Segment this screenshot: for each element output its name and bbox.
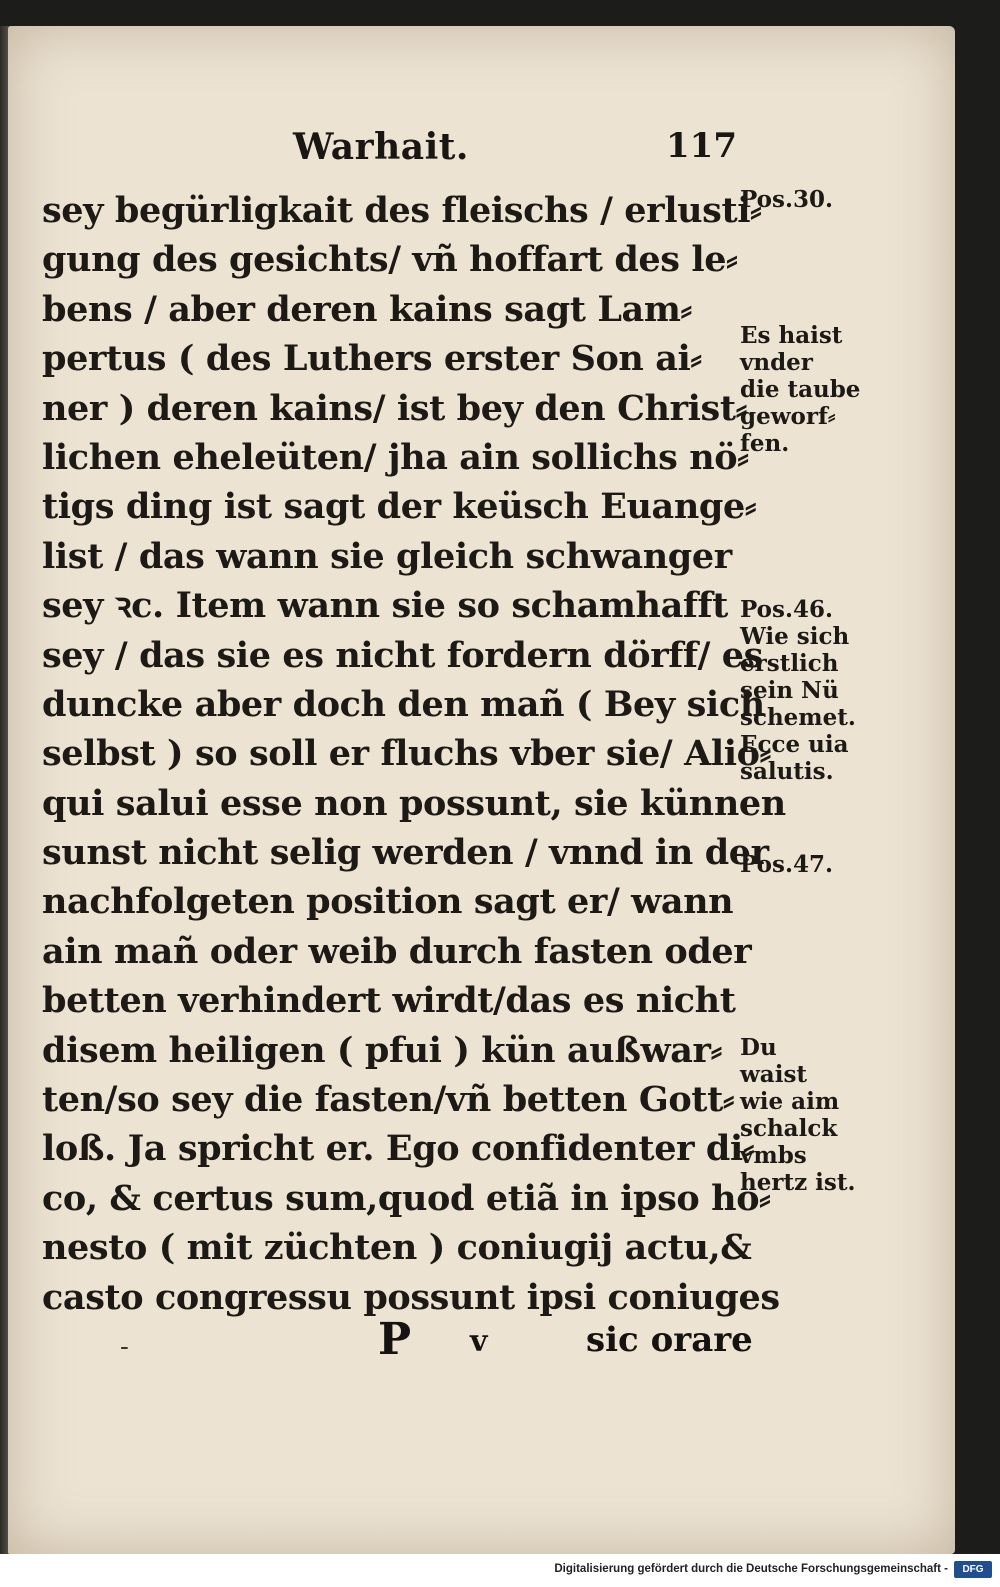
text-line: co, & certus sum,quod etiã in ipso ho⸗ <box>42 1177 771 1219</box>
page-catchline <box>8 1314 955 1374</box>
margin-note-line: fen. <box>740 430 790 457</box>
margin-note-line: erstlich <box>740 650 839 677</box>
text-line: casto congressu possunt ipsi coniuges <box>42 1276 780 1318</box>
margin-note <box>740 186 833 213</box>
margin-note-line: wie aim <box>740 1088 840 1115</box>
margin-note-line: Wie sich <box>740 623 850 650</box>
margin-note-line: Ecce uia <box>740 731 849 758</box>
margin-note-line: vmbs <box>740 1142 807 1169</box>
catchline-dash: - <box>120 1332 129 1362</box>
margin-note <box>740 596 856 785</box>
text-line: qui salui esse non possunt, sie künnen <box>42 782 786 824</box>
text-line: duncke aber doch den mañ ( Bey sich <box>42 683 765 725</box>
margin-note <box>740 851 833 878</box>
text-line: ten/so sey die fasten/vñ betten Gott⸗ <box>42 1079 735 1121</box>
margin-note-line: Du <box>740 1034 777 1061</box>
text-line: ain mañ oder weib durch fasten oder <box>42 930 752 972</box>
text-line: lichen eheleüten/ jha ain sollichs nö⸗ <box>42 436 749 478</box>
text-line: gung des gesichts/ vñ hoffart des le⸗ <box>42 239 738 281</box>
running-header-title: Warhait. <box>293 126 469 168</box>
margin-note-line: die taube <box>740 376 861 403</box>
margin-note-line: Pos.47. <box>740 851 833 878</box>
text-line: selbst ) so soll er fluchs vber sie/ Alio⸗ <box>42 733 771 775</box>
margin-note-line: salutis. <box>740 758 834 785</box>
margin-note-line: hertz ist. <box>740 1169 856 1196</box>
text-line: tigs ding ist sagt der keüsch Euange⸗ <box>42 486 757 528</box>
margin-note-line: Pos.46. <box>740 596 833 623</box>
margin-note-line: Pos.30. <box>740 186 833 213</box>
text-line: ner ) deren kains/ ist bey den Christ⸗ <box>42 387 747 429</box>
text-line: list / das wann sie gleich schwanger <box>42 535 732 577</box>
margin-note-line: geworf⸗ <box>740 403 836 430</box>
margin-note-line: schemet. <box>740 704 856 731</box>
page-number: 117 <box>666 126 737 166</box>
dfg-logo: DFG <box>954 1561 992 1578</box>
text-line: nesto ( mit züchten ) coniugij actu,& <box>42 1227 752 1269</box>
margin-note-line: waist <box>740 1061 808 1088</box>
signature-sub-mark: v <box>470 1324 488 1359</box>
margin-note <box>740 322 860 457</box>
text-line: betten verhindert wirdt/das es nicht <box>42 980 736 1022</box>
book-page <box>8 26 955 1554</box>
text-line: disem heiligen ( pfui ) kün außwar⸗ <box>42 1029 722 1071</box>
text-line: loß. Ja spricht er. Ego confidenter di⸗ <box>42 1128 755 1170</box>
text-line: pertus ( des Luthers erster Son ai⸗ <box>42 338 702 380</box>
margin-note-line: vnder <box>740 349 813 376</box>
margin-note-line: schalck <box>740 1115 838 1142</box>
text-line: sey begürligkait des fleischs / erlusti⸗ <box>42 190 762 231</box>
text-line: nachfolgeten position sagt er/ wann <box>42 881 734 923</box>
text-line: sey / das sie es nicht fordern dörff/ es <box>42 634 763 676</box>
funding-credit: Digitalisierung gefördert durch die Deutsche Forschungsgemeinschaft - <box>554 1563 948 1575</box>
margin-note <box>740 1034 855 1196</box>
signature-mark: P <box>378 1314 412 1365</box>
text-line: sey ꝛc. Item wann sie so schamhafft <box>42 585 728 627</box>
text-line: sunst nicht selig werden / vnnd in der <box>42 832 769 874</box>
margin-note-line: Es haist <box>740 322 843 349</box>
digitization-footer <box>0 1554 1000 1587</box>
margin-note-line: sein Nü <box>740 677 839 704</box>
catchword: sic orare <box>586 1320 753 1360</box>
text-line: bens / aber deren kains sagt Lam⸗ <box>42 288 692 330</box>
